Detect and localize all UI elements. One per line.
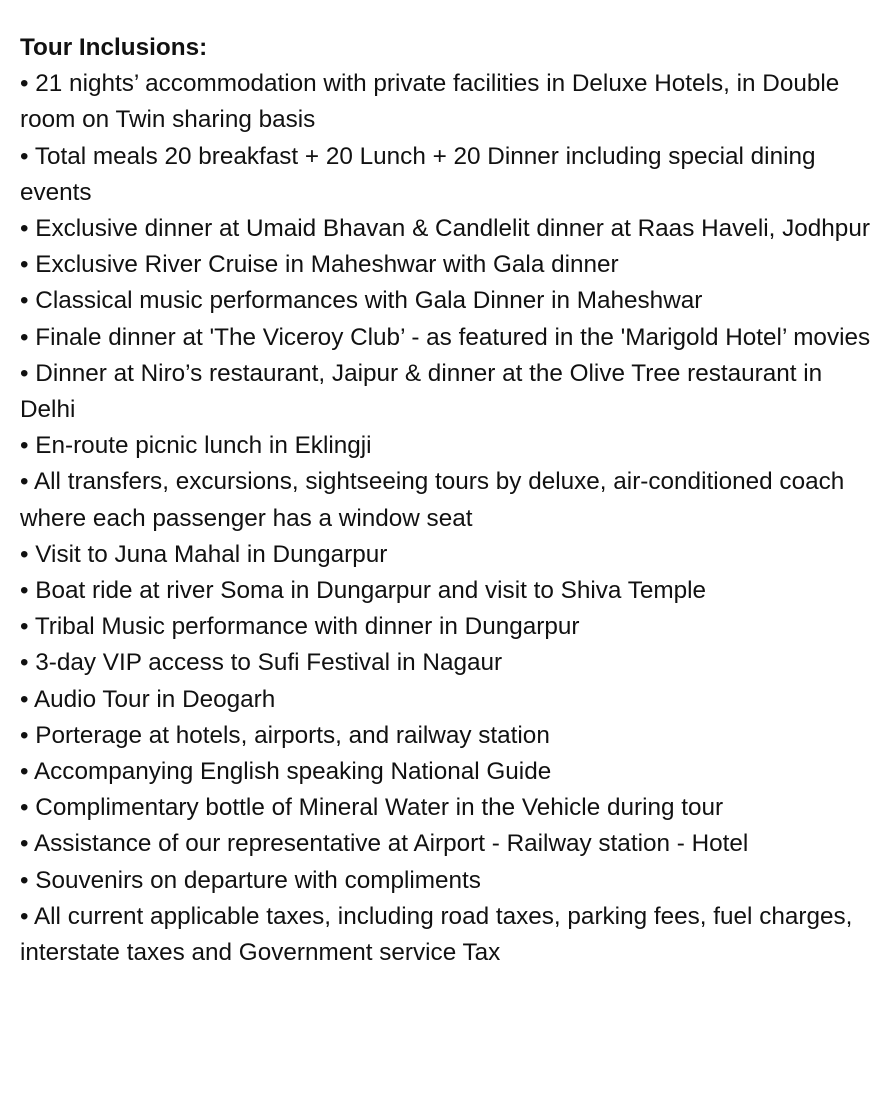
list-item: [20, 899, 872, 971]
bullet: •: [20, 721, 29, 749]
bullet: •: [20, 649, 29, 677]
list-item: [20, 211, 872, 247]
list-item-text: Dinner at Niro’s restaurant, Jaipur & dinner at the Olive Tree restaurant in Delhi: [20, 359, 823, 424]
list-item-text: Accompanying English speaking National Guide: [33, 758, 552, 786]
list-item-text: Complimentary bottle of Mineral Water in the Vehicle during tour: [35, 794, 724, 822]
bullet: •: [20, 758, 29, 786]
bullet: •: [20, 794, 29, 822]
section-heading: Tour Inclusions:: [20, 34, 208, 61]
bullet: •: [20, 142, 29, 170]
list-item: [20, 863, 872, 899]
bullet: •: [20, 215, 29, 243]
list-item: [20, 320, 872, 356]
tour-inclusions-document: [20, 30, 872, 971]
list-item-text: Souvenirs on departure with compliments: [35, 866, 481, 894]
bullet: •: [20, 685, 29, 713]
list-item: [20, 609, 872, 645]
list-item: [20, 247, 872, 283]
list-item: [20, 66, 872, 138]
list-item-text: 21 nights’ accommodation with private facilities in Deluxe Hotels, in Double room on Twin sharing basis: [20, 70, 840, 134]
list-item: [20, 718, 872, 754]
list-item-text: Tribal Music performance with dinner in Dungarpur: [34, 613, 580, 641]
list-item-text: All transfers, excursions, sightseeing tours by deluxe, air-conditioned coach where each passenger has a window seat: [20, 468, 845, 532]
list-item-text: Finale dinner at 'The Viceroy Club’ - as featured in the 'Marigold Hotel’ movies: [35, 323, 871, 351]
list-item-text: Assistance of our representative at Airport - Railway station - Hotel: [33, 830, 749, 858]
bullet: •: [20, 902, 29, 930]
bullet: •: [20, 359, 29, 387]
list-item-text: En-route picnic lunch in Eklingji: [35, 432, 372, 460]
list-item: [20, 428, 872, 464]
bullet: •: [20, 830, 29, 858]
list-item-text: Porterage at hotels, airports, and railway station: [35, 721, 550, 749]
bullet: •: [20, 540, 29, 568]
bullet: •: [20, 468, 29, 496]
list-item-text: Exclusive dinner at Umaid Bhavan & Candlelit dinner at Raas Haveli, Jodhpur: [35, 215, 870, 243]
list-item-text: Exclusive River Cruise in Maheshwar with Gala dinner: [35, 251, 619, 279]
list-item-text: Visit to Juna Mahal in Dungarpur: [35, 540, 388, 568]
list-item: [20, 537, 872, 573]
bullet: •: [20, 70, 29, 98]
list-item-text: Boat ride at river Soma in Dungarpur and visit to Shiva Temple: [35, 577, 707, 605]
bullet: •: [20, 323, 29, 351]
list-item-text: Audio Tour in Deogarh: [33, 685, 276, 713]
list-item: [20, 826, 872, 862]
list-item: [20, 464, 872, 536]
list-item-text: 3-day VIP access to Sufi Festival in Nagaur: [35, 649, 503, 677]
bullet: •: [20, 613, 29, 641]
bullet: •: [20, 287, 29, 315]
list-item-text: All current applicable taxes, including road taxes, parking fees, fuel charges, interstate taxes and Government service Tax: [20, 902, 853, 967]
list-item: [20, 573, 872, 609]
inclusions-list: [20, 66, 872, 971]
list-item: [20, 356, 872, 428]
list-item: [20, 682, 872, 718]
list-item: [20, 790, 872, 826]
bullet: •: [20, 432, 29, 460]
bullet: •: [20, 577, 29, 605]
bullet: •: [20, 251, 29, 279]
list-item-text: Total meals 20 breakfast + 20 Lunch + 20 Dinner including special dining events: [20, 142, 816, 206]
list-item: [20, 139, 872, 211]
list-item-text: Classical music performances with Gala Dinner in Maheshwar: [35, 287, 703, 315]
list-item: [20, 754, 872, 790]
list-item: [20, 645, 872, 681]
list-item: [20, 283, 872, 319]
bullet: •: [20, 866, 29, 894]
